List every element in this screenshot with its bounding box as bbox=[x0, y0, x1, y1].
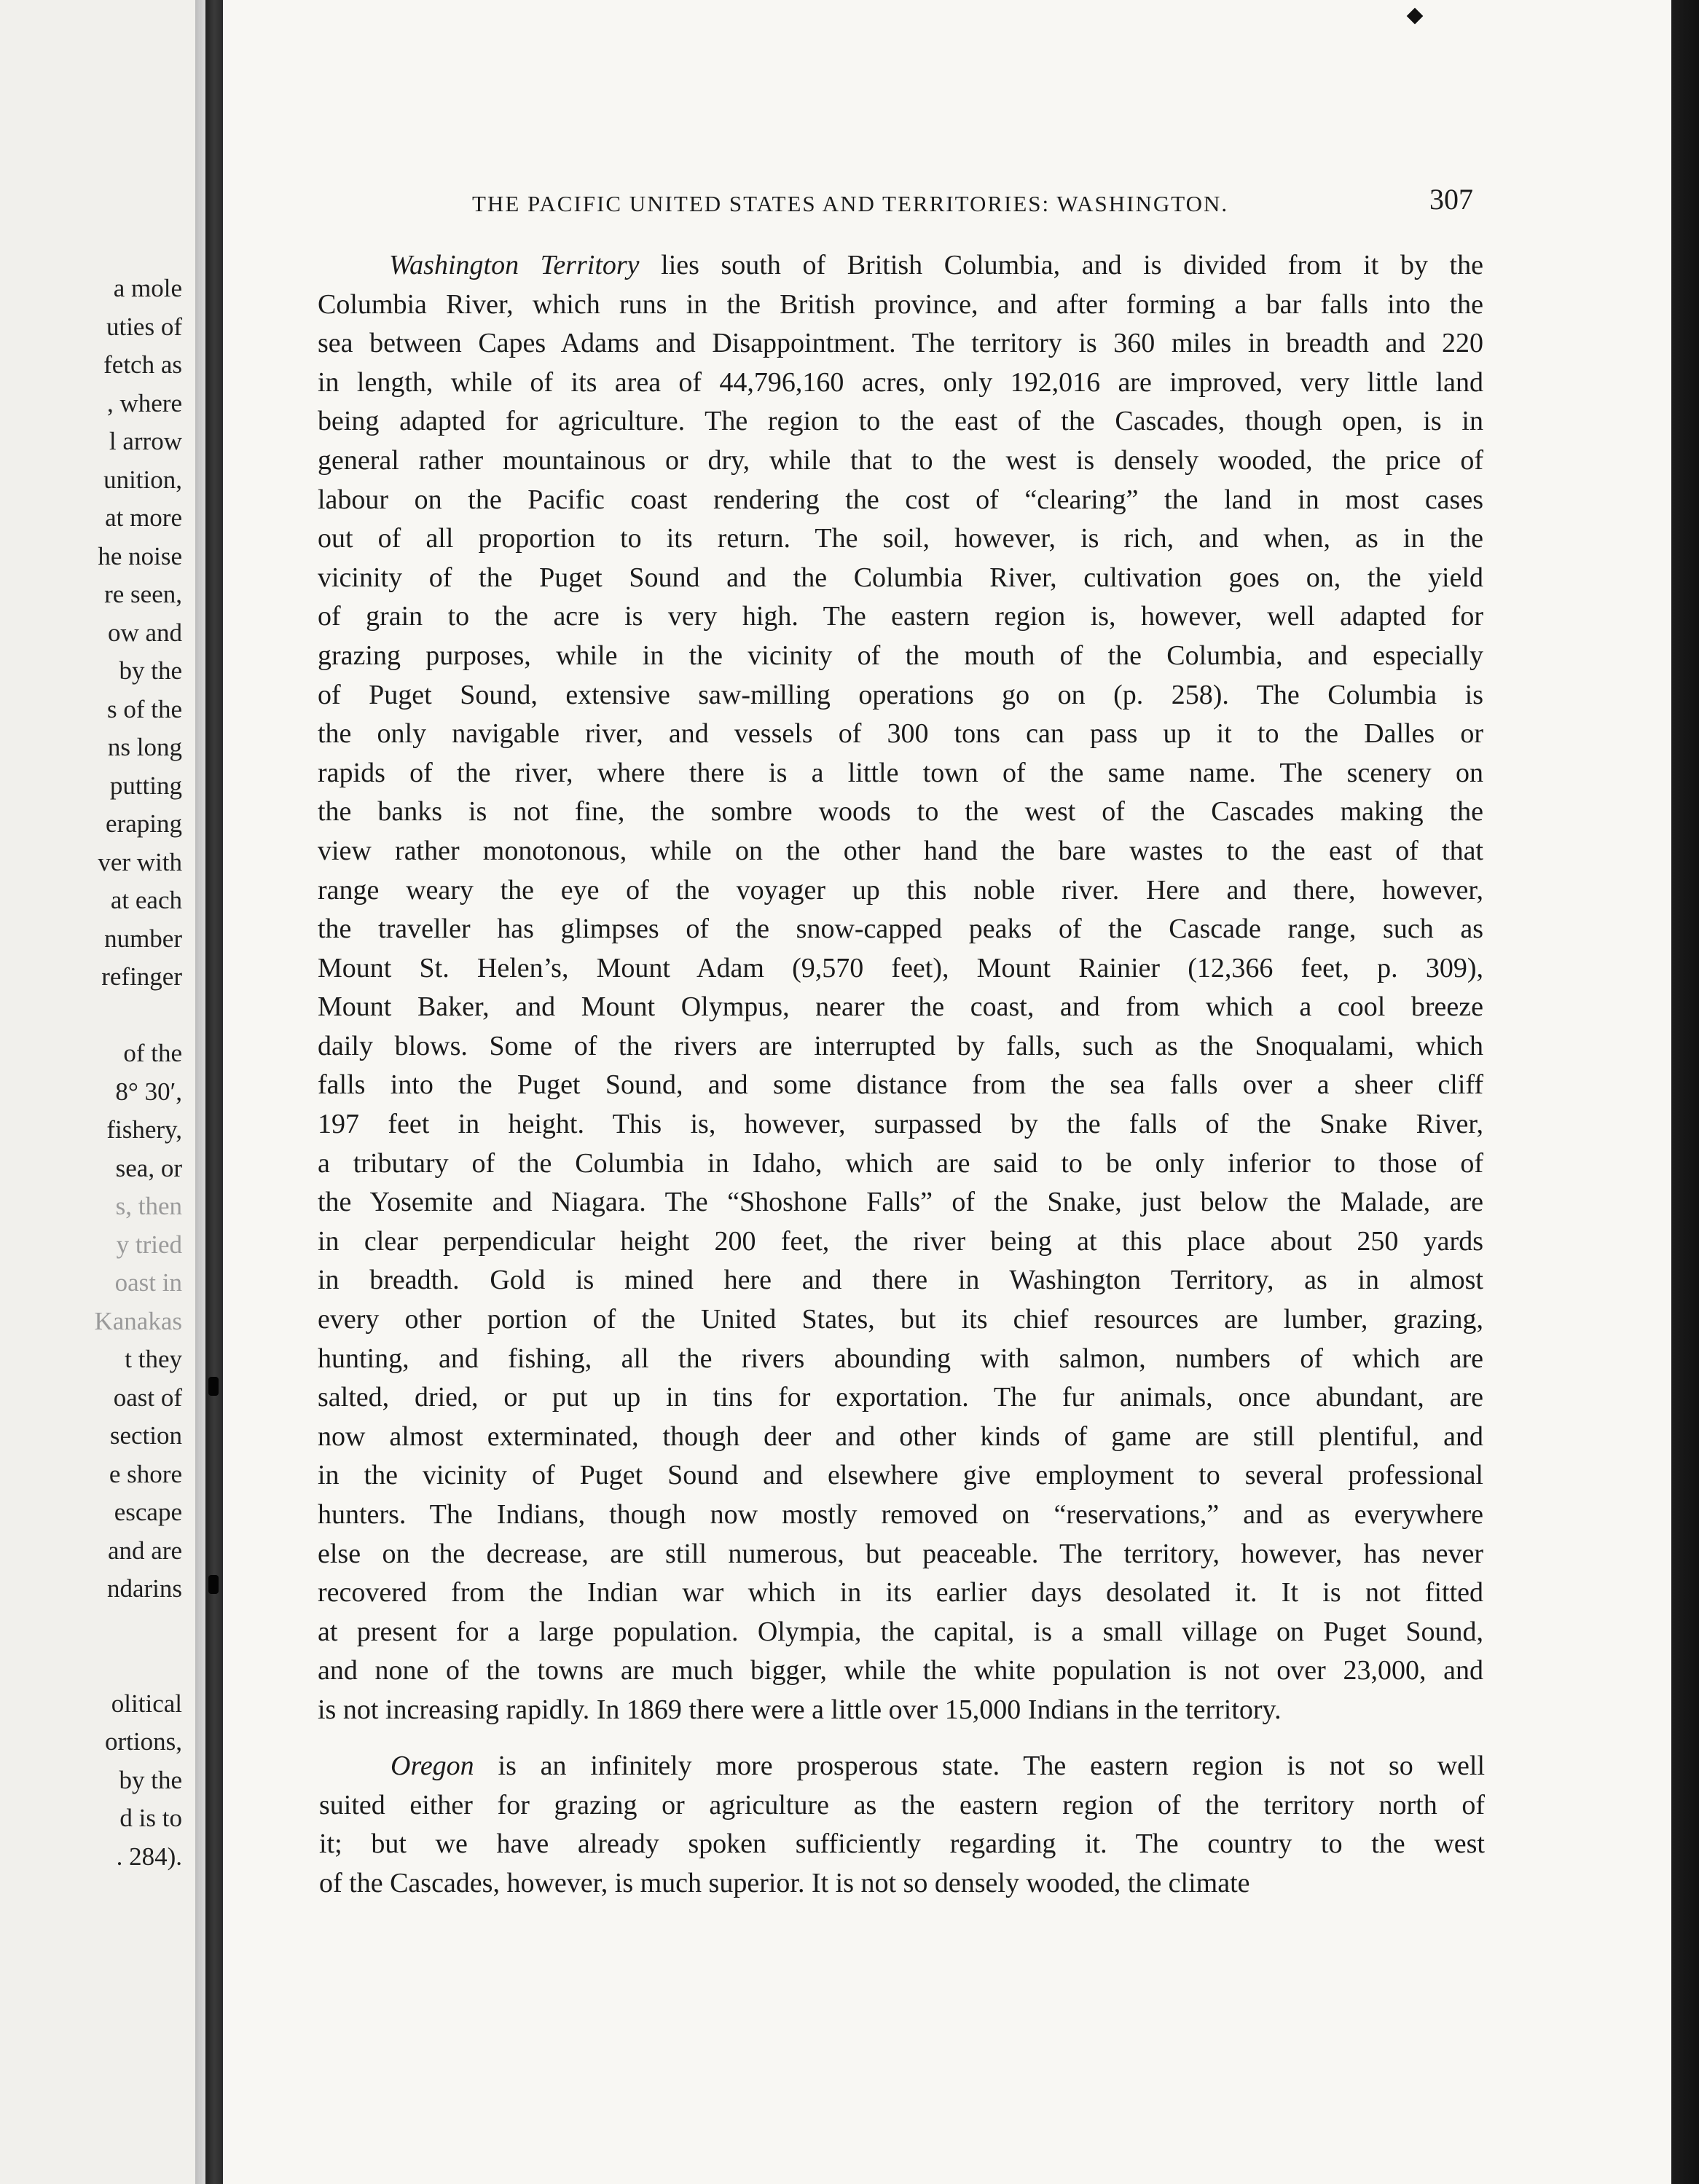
running-head: THE PACIFIC UNITED STATES AND TERRITORIES: WASHINGTON. bbox=[472, 191, 1229, 216]
left-page-line: refinger bbox=[101, 962, 182, 991]
left-page-line: s of the bbox=[106, 694, 182, 723]
left-page-line: t they bbox=[125, 1345, 182, 1373]
left-page-line: ortions, bbox=[105, 1727, 182, 1756]
binding-mark bbox=[208, 1575, 219, 1594]
left-page-line: s, then bbox=[115, 1192, 182, 1220]
text-line: the banks is not fine, the sombre woods to the west of the Cascades making the bbox=[318, 796, 1483, 828]
left-facing-page bbox=[0, 0, 195, 2184]
left-page-line: fishery, bbox=[106, 1115, 182, 1144]
page-number: 307 bbox=[1429, 183, 1473, 216]
text-line bbox=[318, 246, 1483, 286]
lead-term: Oregon bbox=[391, 1751, 474, 1781]
text-line: every other portion of the United States, but its chief resources are lumber, grazing, bbox=[318, 1304, 1483, 1335]
left-page-line: ndarins bbox=[106, 1574, 182, 1603]
text-line: 197 feet in height. This is, however, surpassed by the falls of the Snake River, bbox=[318, 1109, 1483, 1140]
text-line: the Yosemite and Niagara. The “Shoshone Falls” of the Snake, just below the Malade, are bbox=[318, 1187, 1483, 1218]
text-line: it; but we have already spoken sufficiently regarding it. The country to the west bbox=[319, 1828, 1485, 1860]
text-line: vicinity of the Puget Sound and the Columbia River, cultivation goes on, the yield bbox=[318, 562, 1483, 593]
paragraph-oregon bbox=[319, 1747, 1485, 1903]
text-line: out of all proportion to its return. The soil, however, is rich, and when, as in the bbox=[318, 523, 1483, 554]
text-line: Mount St. Helen’s, Mount Adam (9,570 feet), Mount Rainier (12,366 feet, p. 309), bbox=[318, 952, 1483, 983]
text-line: of grain to the acre is very high. The eastern region is, however, well adapted for bbox=[318, 601, 1483, 632]
binding-mark bbox=[208, 1377, 219, 1396]
text-line: Mount Baker, and Mount Olympus, nearer the coast, and from which a cool breeze bbox=[318, 991, 1483, 1023]
text-line: general rather mountainous or dry, while that to the west is densely wooded, the price of bbox=[318, 444, 1483, 476]
text-line: in clear perpendicular height 200 feet, the river being at this place about 250 yards bbox=[318, 1225, 1483, 1257]
left-page-line: re seen, bbox=[104, 580, 182, 608]
text-line: recovered from the Indian war which in its earlier days desolated it. It is not fitted bbox=[318, 1577, 1483, 1608]
left-page-line: of the bbox=[123, 1039, 182, 1067]
left-page-line: escape bbox=[114, 1498, 182, 1526]
text-line: else on the decrease, are still numerous, but peaceable. The territory, however, has never bbox=[318, 1538, 1483, 1569]
text-line: at present for a large population. Olympia, the capital, is a small village on Puget Sound, bbox=[318, 1616, 1483, 1647]
left-page-line: d is to bbox=[119, 1804, 182, 1832]
text-line: falls into the Puget Sound, and some distance from the sea falls over a sheer cliff bbox=[318, 1069, 1483, 1101]
text-line: hunters. The Indians, though now mostly removed on “reservations,” and as everywhere bbox=[318, 1499, 1483, 1530]
left-page-line: number bbox=[104, 924, 182, 953]
left-page-line: putting bbox=[109, 771, 182, 800]
text-line: in length, while of its area of 44,796,160 acres, only 192,016 are improved, very little land bbox=[318, 366, 1483, 398]
left-page-line: sea, or bbox=[115, 1153, 182, 1182]
text-line-content: is an infinitely more prosperous state. The eastern region is not so well bbox=[474, 1751, 1485, 1781]
left-page-line: ver with bbox=[98, 847, 182, 876]
text-line: Columbia River, which runs in the British province, and after forming a bar falls into the bbox=[318, 288, 1483, 320]
text-line: rapids of the river, where there is a little town of the same name. The scenery on bbox=[318, 757, 1483, 788]
text-line: now almost exterminated, though deer and other kinds of game are still plentiful, and bbox=[318, 1421, 1483, 1452]
left-page-line: and are bbox=[107, 1536, 182, 1565]
left-page-line: , where bbox=[106, 388, 182, 417]
text-line: is not increasing rapidly. In 1869 there were a little over 15,000 Indians in the territory. bbox=[318, 1694, 1282, 1725]
book-gutter bbox=[205, 0, 223, 2184]
left-page-line: . 284). bbox=[116, 1842, 182, 1871]
text-line-content: lies south of British Columbia, and is divided from it by the bbox=[639, 250, 1483, 280]
text-line: the traveller has glimpses of the snow-capped peaks of the Cascade range, such as bbox=[318, 914, 1483, 945]
text-line: hunting, and fishing, all the rivers abounding with salmon, numbers of which are bbox=[318, 1343, 1483, 1374]
left-page-line: olitical bbox=[111, 1689, 182, 1718]
left-page-line: by the bbox=[119, 656, 182, 685]
left-page-line: unition, bbox=[103, 465, 182, 494]
left-page-line: he noise bbox=[98, 541, 182, 570]
left-page-line: eraping bbox=[106, 809, 182, 838]
left-page-line: 8° 30′, bbox=[115, 1077, 182, 1106]
left-page-line: ow and bbox=[107, 618, 182, 647]
left-page-line: uties of bbox=[106, 312, 182, 341]
right-page bbox=[223, 0, 1671, 2184]
text-line: salted, dried, or put up in tins for exportation. The fur animals, once abundant, are bbox=[318, 1382, 1483, 1413]
text-line: range weary the eye of the voyager up this noble river. Here and there, however, bbox=[318, 874, 1483, 906]
left-page-line: e shore bbox=[109, 1459, 182, 1488]
left-page-line: at more bbox=[105, 503, 182, 532]
text-line: and none of the towns are much bigger, while the white population is not over 23,000, and bbox=[318, 1655, 1483, 1686]
left-page-line: by the bbox=[119, 1765, 182, 1794]
text-line: sea between Capes Adams and Disappointment. The territory is 360 miles in breadth and 220 bbox=[318, 328, 1483, 359]
text-line: of Puget Sound, extensive saw-milling operations go on (p. 258). The Columbia is bbox=[318, 679, 1483, 710]
left-page-line: Kanakas bbox=[94, 1306, 182, 1335]
text-line: the only navigable river, and vessels of 300 tons can pass up it to the Dalles or bbox=[318, 718, 1483, 750]
text-line: view rather monotonous, while on the other hand the bare wastes to the east of that bbox=[318, 835, 1483, 866]
scanner-border bbox=[1671, 0, 1699, 2184]
text-line bbox=[319, 1747, 1485, 1786]
page-edge bbox=[195, 0, 205, 2184]
text-line: labour on the Pacific coast rendering the cost of “clearing” the land in most cases bbox=[318, 484, 1483, 515]
text-line: daily blows. Some of the rivers are interrupted by falls, such as the Snoqualami, which bbox=[318, 1030, 1483, 1061]
left-page-line: a mole bbox=[113, 274, 182, 302]
text-line: in breadth. Gold is mined here and there in Washington Territory, as in almost bbox=[318, 1265, 1483, 1296]
text-line: in the vicinity of Puget Sound and elsewhere give employment to several professional bbox=[318, 1460, 1483, 1491]
left-page-line: ns long bbox=[107, 733, 182, 761]
left-page-line: section bbox=[109, 1421, 182, 1450]
text-line: grazing purposes, while in the vicinity of the mouth of the Columbia, and especially bbox=[318, 640, 1483, 671]
left-page-line: y tried bbox=[116, 1230, 182, 1259]
lead-term: Washington Territory bbox=[389, 250, 640, 280]
text-line: a tributary of the Columbia in Idaho, which are said to be only inferior to those of bbox=[318, 1147, 1483, 1179]
text-line: suited either for grazing or agriculture as the eastern region of the territory north of bbox=[319, 1789, 1485, 1820]
text-line: of the Cascades, however, is much superior. It is not so densely wooded, the climate bbox=[319, 1867, 1250, 1898]
left-page-line: oast in bbox=[114, 1268, 182, 1297]
left-page-line: oast of bbox=[113, 1383, 182, 1412]
left-page-line: at each bbox=[110, 886, 182, 914]
left-page-line: fetch as bbox=[103, 350, 182, 379]
left-page-line: l arrow bbox=[109, 427, 182, 455]
paragraph-washington bbox=[318, 246, 1483, 1730]
text-line: being adapted for agriculture. The region to the east of the Cascades, though open, is in bbox=[318, 406, 1483, 437]
